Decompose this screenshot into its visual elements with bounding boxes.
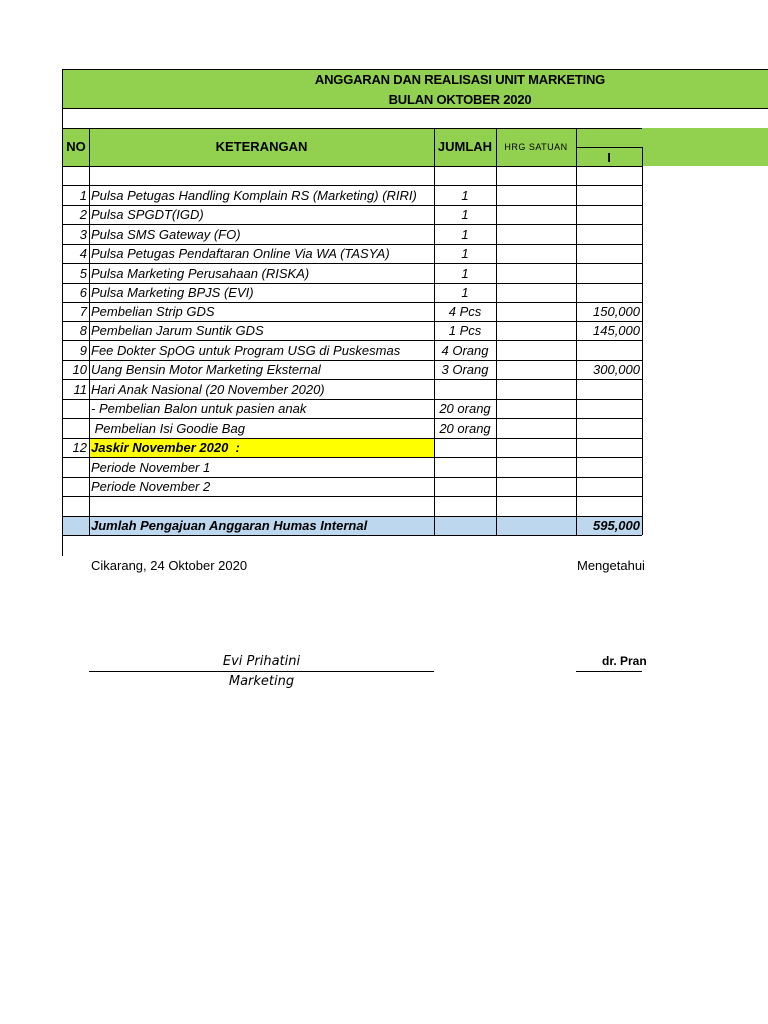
row-keterangan: Pulsa Marketing BPJS (EVI) xyxy=(91,285,254,300)
row-no: 1 xyxy=(79,188,87,203)
row-jumlah: 3 Orang xyxy=(441,362,489,377)
row-no: 9 xyxy=(79,343,87,358)
col-header-no: NO xyxy=(66,139,86,154)
row-no: 2 xyxy=(79,207,87,222)
row-jumlah: 1 xyxy=(461,227,469,242)
row-total: 300,000 xyxy=(593,362,640,377)
row-no: 12 xyxy=(72,440,87,455)
row-keterangan: Pulsa SPGDT(IGD) xyxy=(91,207,204,222)
row-jumlah: 1 xyxy=(461,285,469,300)
total-value: 595,000 xyxy=(593,518,640,533)
row-keterangan: Pulsa SMS Gateway (FO) xyxy=(91,227,241,242)
signer2-name: dr. Pran xyxy=(602,654,647,668)
row-keterangan: Pembelian Isi Goodie Bag xyxy=(91,421,245,436)
row-no: 3 xyxy=(79,227,87,242)
row-jumlah: 1 xyxy=(461,246,469,261)
header-band-ext xyxy=(642,128,768,166)
signer1-role: Marketing xyxy=(228,674,295,689)
col-header-keterangan: KETERANGAN xyxy=(215,139,308,154)
row-keterangan: Pulsa Petugas Handling Komplain RS (Marketing) (RIRI) xyxy=(91,188,417,203)
row-no: 6 xyxy=(79,285,87,300)
row-keterangan: Pulsa Petugas Pendaftaran Online Via WA (TASYA) xyxy=(91,246,390,261)
row-keterangan: Pembelian Jarum Suntik GDS xyxy=(91,323,264,338)
row-jumlah: 4 Orang xyxy=(441,343,489,358)
row-no: 7 xyxy=(79,304,87,319)
col-header-hrg-satuan: HRG SATUAN xyxy=(504,142,568,152)
col-header-jumlah: JUMLAH xyxy=(437,139,493,154)
row-keterangan: Uang Bensin Motor Marketing Eksternal xyxy=(91,362,321,377)
row-total: 145,000 xyxy=(593,323,640,338)
row-keterangan: Periode November 1 xyxy=(91,460,211,475)
row-keterangan: Pembelian Strip GDS xyxy=(91,304,215,319)
row-keterangan: - Pembelian Balon untuk pasien anak xyxy=(91,401,307,416)
row-keterangan: Jaskir November 2020 : xyxy=(91,440,240,455)
row-no: 4 xyxy=(79,246,87,261)
col-header-sub: I xyxy=(607,150,611,165)
row-keterangan: Pulsa Marketing Perusahaan (RISKA) xyxy=(91,266,310,281)
total-label: Jumlah Pengajuan Anggaran Humas Internal xyxy=(91,518,368,533)
row-jumlah: 1 Pcs xyxy=(448,323,482,338)
row-jumlah: 4 Pcs xyxy=(448,304,482,319)
mengetahui-label: Mengetahui xyxy=(577,558,645,573)
signer1-name: Evi Prihatini xyxy=(222,654,301,669)
row-no: 8 xyxy=(79,323,87,338)
row-jumlah: 20 orang xyxy=(439,421,491,436)
row-total: 150,000 xyxy=(593,304,640,319)
row-jumlah: 20 orang xyxy=(439,401,491,416)
row-no: 11 xyxy=(73,382,87,397)
row-keterangan: Fee Dokter SpOG untuk Program USG di Puskesmas xyxy=(91,343,401,358)
report-subtitle: BULAN OKTOBER 2020 xyxy=(388,92,532,107)
row-no: 5 xyxy=(79,266,87,281)
row-keterangan: Hari Anak Nasional (20 November 2020) xyxy=(91,382,325,397)
row-jumlah: 1 xyxy=(461,207,469,222)
report-title: ANGGARAN DAN REALISASI UNIT MARKETING xyxy=(314,72,606,87)
row-jumlah: 1 xyxy=(461,266,469,281)
row-keterangan: Periode November 2 xyxy=(91,479,211,494)
place-date: Cikarang, 24 Oktober 2020 xyxy=(91,558,248,573)
row-jumlah: 1 xyxy=(461,188,469,203)
row-no: 10 xyxy=(72,362,87,377)
